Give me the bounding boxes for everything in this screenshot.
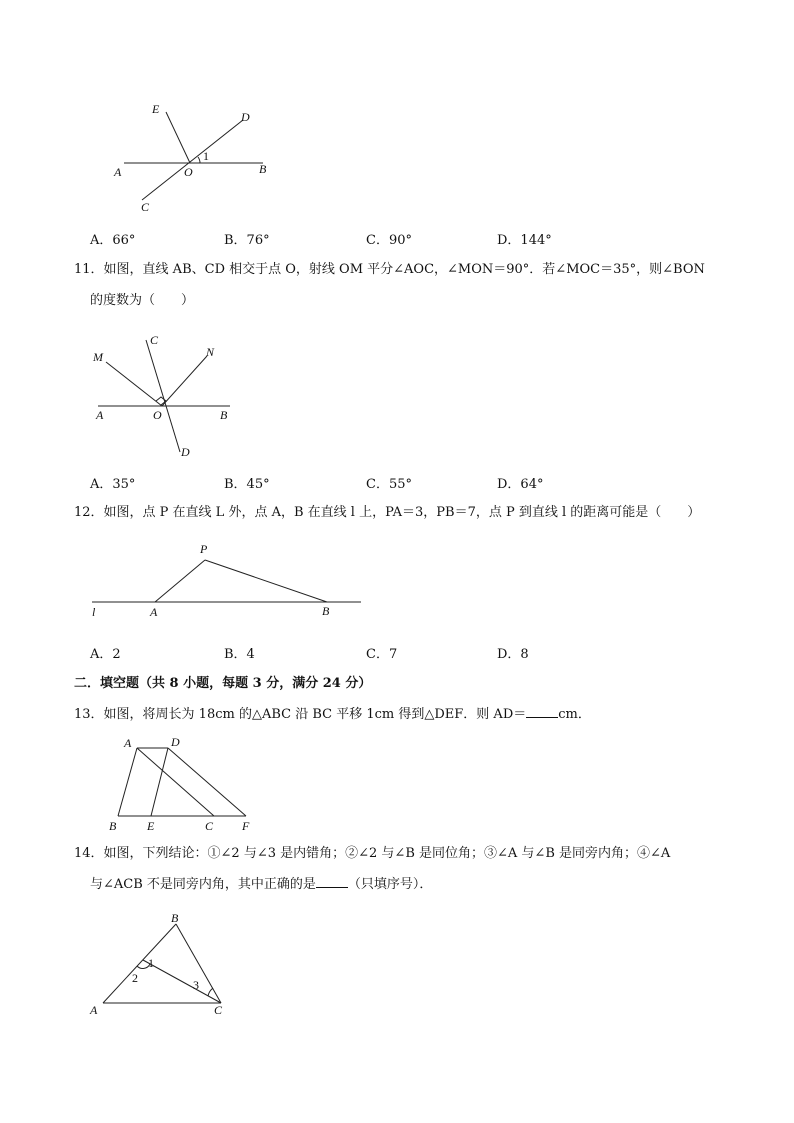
q12-option-c[interactable]: C．7 — [366, 647, 398, 662]
fig11-label-c: C — [150, 333, 159, 347]
q10-option-b[interactable]: B．76° — [224, 233, 270, 248]
q14-text-line2-before: 与∠ACB 不是同旁内角，其中正确的是 — [90, 877, 316, 892]
fig12-label-l: l — [92, 605, 96, 619]
fig10-label-a: A — [114, 165, 122, 179]
q11-text-line2: 的度数为（ ） — [90, 293, 195, 308]
fig13-label-c: C — [205, 819, 214, 833]
fig12-label-b: B — [322, 604, 330, 618]
fig14-label-c: C — [214, 1003, 223, 1017]
q11-option-b[interactable]: B．45° — [224, 477, 270, 492]
fig14-label-2: 2 — [132, 971, 138, 985]
fig11-label-a: A — [96, 408, 104, 422]
q14-text-line2 — [90, 875, 432, 895]
fig14-label-b: B — [171, 911, 179, 925]
fig13-label-b: B — [109, 819, 117, 833]
q12-option-d[interactable]: D．8 — [497, 647, 529, 662]
fig13-label-e: E — [147, 819, 155, 833]
q13-answer-blank[interactable] — [526, 705, 558, 718]
q10-option-a[interactable]: A．66° — [90, 233, 136, 248]
fig13-label-f: F — [242, 819, 250, 833]
fig13-label-a: A — [124, 736, 132, 750]
q11-option-c[interactable]: C．55° — [366, 477, 412, 492]
q11-option-a[interactable]: A．35° — [90, 477, 136, 492]
q11-text-line1: 11．如图，直线 AB、CD 相交于点 O，射线 OM 平分∠AOC，∠MON＝90°．若∠MOC＝35°，则∠BON — [74, 262, 705, 277]
fig13-label-d: D — [171, 735, 180, 749]
fig10-label-1: 1 — [203, 149, 209, 163]
fig11-label-m: M — [93, 350, 103, 364]
fig11-label-o: O — [153, 408, 162, 422]
fig11-label-b: B — [220, 408, 228, 422]
q12-option-b[interactable]: B．4 — [224, 647, 255, 662]
fig14-label-1: 1 — [148, 956, 154, 970]
fig10-label-b: B — [259, 162, 267, 176]
fig14-label-3: 3 — [193, 978, 199, 992]
fig11-label-n: N — [206, 345, 215, 359]
q13-text — [74, 705, 591, 725]
q14-text-line1: 14．如图，下列结论：①∠2 与∠3 是内错角；②∠2 与∠B 是同位角；③∠A 与∠B 是同旁内角；④∠A — [74, 846, 671, 861]
q12-option-a[interactable]: A．2 — [90, 647, 121, 662]
q11-option-d[interactable]: D．64° — [497, 477, 544, 492]
fig10-label-d: D — [241, 110, 250, 124]
fig11-label-d: D — [181, 445, 190, 459]
fig10-label-o: O — [184, 165, 193, 179]
q13-text-after: cm． — [558, 707, 591, 722]
fig10-label-e: E — [152, 102, 160, 116]
q12-text: 12．如图，点 P 在直线 L 外，点 A，B 在直线 l 上，PA＝3，PB＝7，点 P 到直线 l 的距离可能是（ ） — [74, 505, 701, 520]
section-title: 二．填空题（共 8 小题，每题 3 分，满分 24 分） — [74, 676, 372, 691]
fig12-label-a: A — [150, 605, 158, 619]
fig10-label-c: C — [141, 200, 150, 214]
q14-answer-blank[interactable] — [316, 875, 348, 888]
q10-option-c[interactable]: C．90° — [366, 233, 412, 248]
q14-text-line2-after: （只填序号）． — [347, 877, 433, 892]
q10-option-d[interactable]: D．144° — [497, 233, 552, 248]
fig14-label-a: A — [90, 1003, 98, 1017]
fig12-label-p: P — [200, 542, 208, 556]
q13-text-before: 13．如图，将周长为 18cm 的△ABC 沿 BC 平移 1cm 得到△DEF．则 AD＝ — [74, 707, 527, 722]
